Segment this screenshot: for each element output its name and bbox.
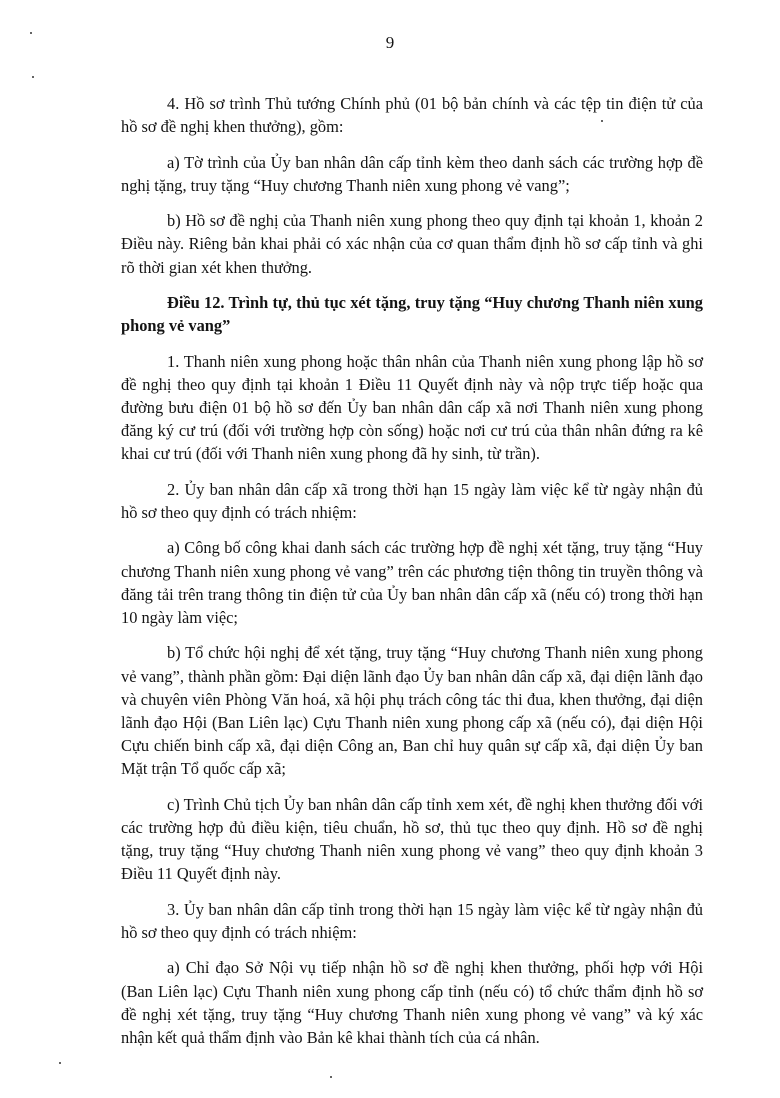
article-12-heading: Điều 12. Trình tự, thủ tục xét tặng, truy tặng “Huy chương Thanh niên xung phong vẻ vang”	[121, 292, 703, 336]
paragraph-item-4a: a) Tờ trình của Ủy ban nhân dân cấp tỉnh kèm theo danh sách các trường hợp đề nghị tặng, truy tặng “Huy chương Thanh niên xung phong vẻ vang”;	[121, 152, 703, 195]
paragraph-clause-2c: c) Trình Chủ tịch Ủy ban nhân dân cấp tỉnh xem xét, đề nghị khen thưởng đối với các trường hợp đủ điều kiện, tiêu chuẩn, hồ sơ, thủ tục theo quy định. Hồ sơ đề nghị tặng, truy tặng “Huy chương Thanh niên xung phong vẻ vang” theo quy định khoản 3 Điều 11 Quyết định này.	[121, 794, 703, 884]
paragraph-clause-2a: a) Công bố công khai danh sách các trường hợp đề nghị xét tặng, truy tặng “Huy chương Thanh niên xung phong vẻ vang” trên các phương tiện thông tin truyền thông và đăng tải trên trang thông tin điện tử của Ủy ban nhân dân cấp xã (nếu có) trong thời hạn 10 ngày làm việc;	[121, 538, 703, 627]
scan-speck	[330, 1076, 332, 1078]
paragraph-item-4: 4. Hồ sơ trình Thủ tướng Chính phủ (01 bộ bản chính và các tệp tin điện tử của hồ sơ đề nghị khen thưởng), gồm:	[121, 94, 703, 137]
scan-speck	[30, 32, 32, 34]
page-number: 9	[385, 33, 395, 52]
paragraph-clause-3a: a) Chỉ đạo Sở Nội vụ tiếp nhận hồ sơ đề nghị khen thưởng, phối hợp với Hội (Ban Liên lạc) Cựu Thanh niên xung phong cấp tỉnh (nếu có) tổ chức thẩm định hồ sơ đề nghị xét tặng, truy tặng “Huy chương Thanh niên xung phong vẻ vang” và ký xác nhận kết quả thẩm định vào Bản kê khai thành tích của cá nhân.	[121, 958, 703, 1047]
paragraph-clause-3: 3. Ủy ban nhân dân cấp tỉnh trong thời hạn 15 ngày làm việc kể từ ngày nhận đủ hồ sơ theo quy định có trách nhiệm:	[121, 899, 703, 942]
paragraph-clause-2b: b) Tổ chức hội nghị để xét tặng, truy tặng “Huy chương Thanh niên xung phong vẻ vang”, thành phần gồm: Đại diện lãnh đạo Ủy ban nhân dân cấp xã, đại diện lãnh đạo và chuyên viên Phòng Văn hoá, xã hội phụ trách công tác thi đua, khen thưởng, đại diện lãnh đạo Hội (Ban Liên lạc) Cựu Thanh niên xung phong cấp xã (nếu có), đại diện Hội Cựu chiến binh cấp xã, đại diện Công an, Ban chỉ huy quân sự cấp xã, đại diện Ủy ban Mặt trận Tổ quốc cấp xã;	[121, 643, 703, 779]
scan-speck	[32, 76, 34, 78]
paragraph-clause-1: 1. Thanh niên xung phong hoặc thân nhân của Thanh niên xung phong lập hồ sơ đề nghị theo quy định tại khoản 1 Điều 11 Quyết định này và nộp trực tiếp hoặc qua đường bưu điện 01 bộ hồ sơ đến Ủy ban nhân dân cấp xã nơi Thanh niên xung phong đăng ký cư trú (đối với trường hợp còn sống) hoặc nơi cư trú của thân nhân đứng ra kê khai cư trú (đối với Thanh niên xung phong đã hy sinh, từ trần).	[121, 351, 703, 464]
scan-speck	[59, 1062, 61, 1064]
paragraph-clause-2: 2. Ủy ban nhân dân cấp xã trong thời hạn 15 ngày làm việc kể từ ngày nhận đủ hồ sơ theo quy định có trách nhiệm:	[121, 479, 703, 522]
paragraph-item-4b: b) Hồ sơ đề nghị của Thanh niên xung phong theo quy định tại khoản 1, khoản 2 Điều này. Riêng bản khai phải có xác nhận của cơ quan thẩm định hồ sơ cấp tỉnh và ghi rõ thời gian xét khen thưởng.	[121, 211, 703, 277]
scan-speck	[601, 120, 603, 122]
document-body	[121, 92, 703, 1061]
